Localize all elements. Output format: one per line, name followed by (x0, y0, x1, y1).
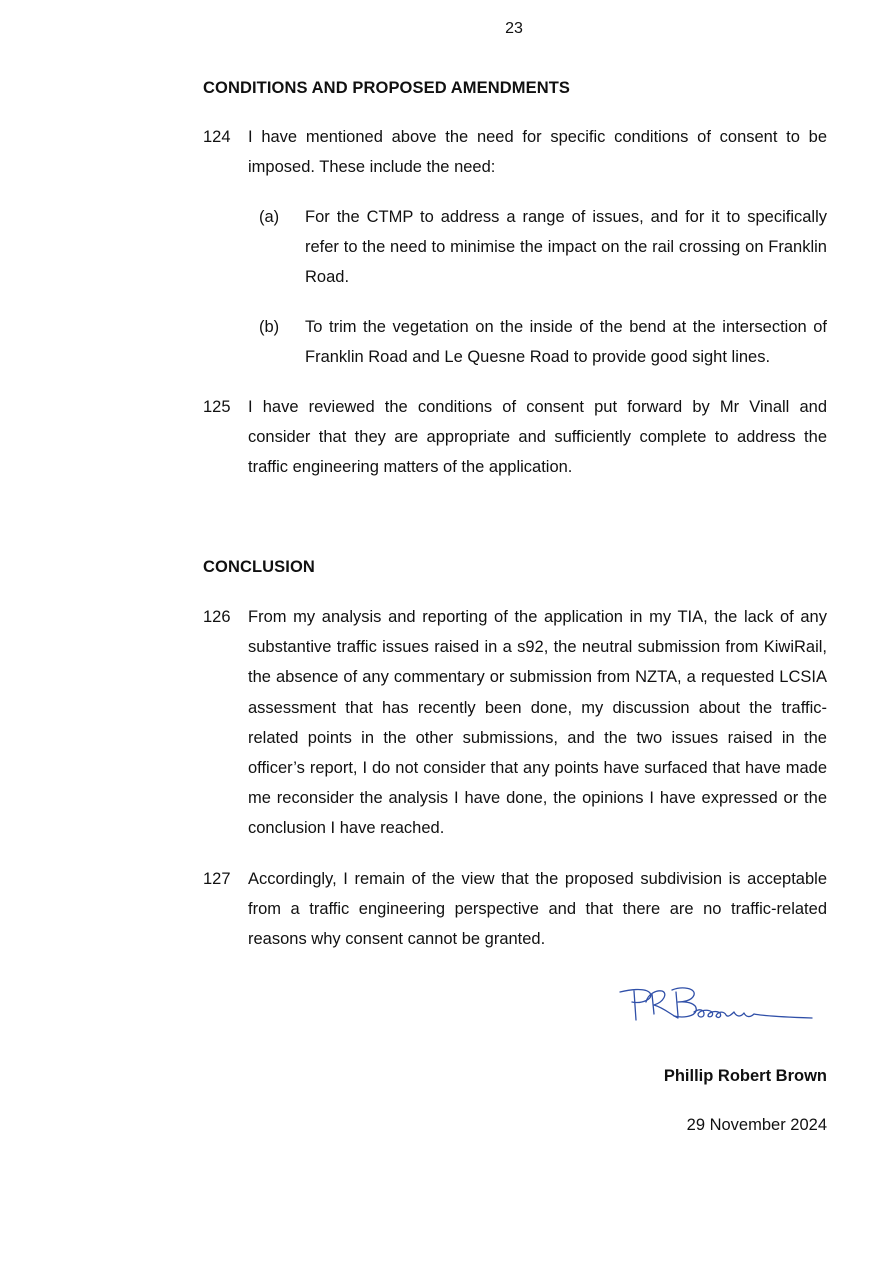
handwritten-signature (612, 980, 822, 1032)
paragraph-text: I have mentioned above the need for specific conditions of consent to be imposed. These include the need: (248, 128, 827, 177)
section-heading-conclusion: CONCLUSION (203, 558, 315, 576)
paragraph-text: Accordingly, I remain of the view that the proposed subdivision is acceptable from a traffic engineering perspective and that there are no traffic-related reasons why consent cannot be granted. (248, 870, 827, 949)
paragraph-number: 124 (203, 128, 231, 146)
paragraph-number: 126 (203, 608, 231, 626)
paragraph-124 (203, 122, 827, 182)
list-item-text: To trim the vegetation on the inside of the bend at the intersection of Franklin Road and Le Quesne Road to provide good sight lines. (305, 318, 827, 367)
paragraph-126 (203, 602, 827, 844)
list-item-text: For the CTMP to address a range of issues, and for it to specifically refer to the need to minimise the impact on the rail crossing on Franklin Road. (305, 208, 827, 287)
list-item-b (259, 312, 827, 372)
paragraph-text: From my analysis and reporting of the application in my TIA, the lack of any substantive traffic issues raised in a s92, the neutral submission from KiwiRail, the absence of any commentary or submission from NZTA, a requested LCSIA assessment that has recently been done, my discussion about the traffic-related points in the other submissions, and the two issues raised in the officer’s report, I do not consider that any points have surfaced that have made me reconsider the analysis I have done, the opinions I have expressed or the conclusion I have reached. (248, 608, 827, 838)
paragraph-number: 127 (203, 870, 231, 888)
list-item-letter: (b) (259, 318, 280, 336)
paragraph-127 (203, 864, 827, 955)
paragraph-text: I have reviewed the conditions of consent put forward by Mr Vinall and consider that they are appropriate and sufficiently complete to address the traffic engineering matters of the application. (248, 398, 827, 477)
paragraph-125 (203, 392, 827, 483)
signer-name: Phillip Robert Brown (663, 1067, 827, 1085)
signature-date: 29 November 2024 (686, 1116, 827, 1134)
page-number: 23 (505, 20, 523, 37)
section-heading-conditions: CONDITIONS AND PROPOSED AMENDMENTS (203, 79, 571, 97)
list-item-letter: (a) (259, 208, 280, 226)
paragraph-number: 125 (203, 398, 231, 416)
list-item-a (259, 202, 827, 293)
